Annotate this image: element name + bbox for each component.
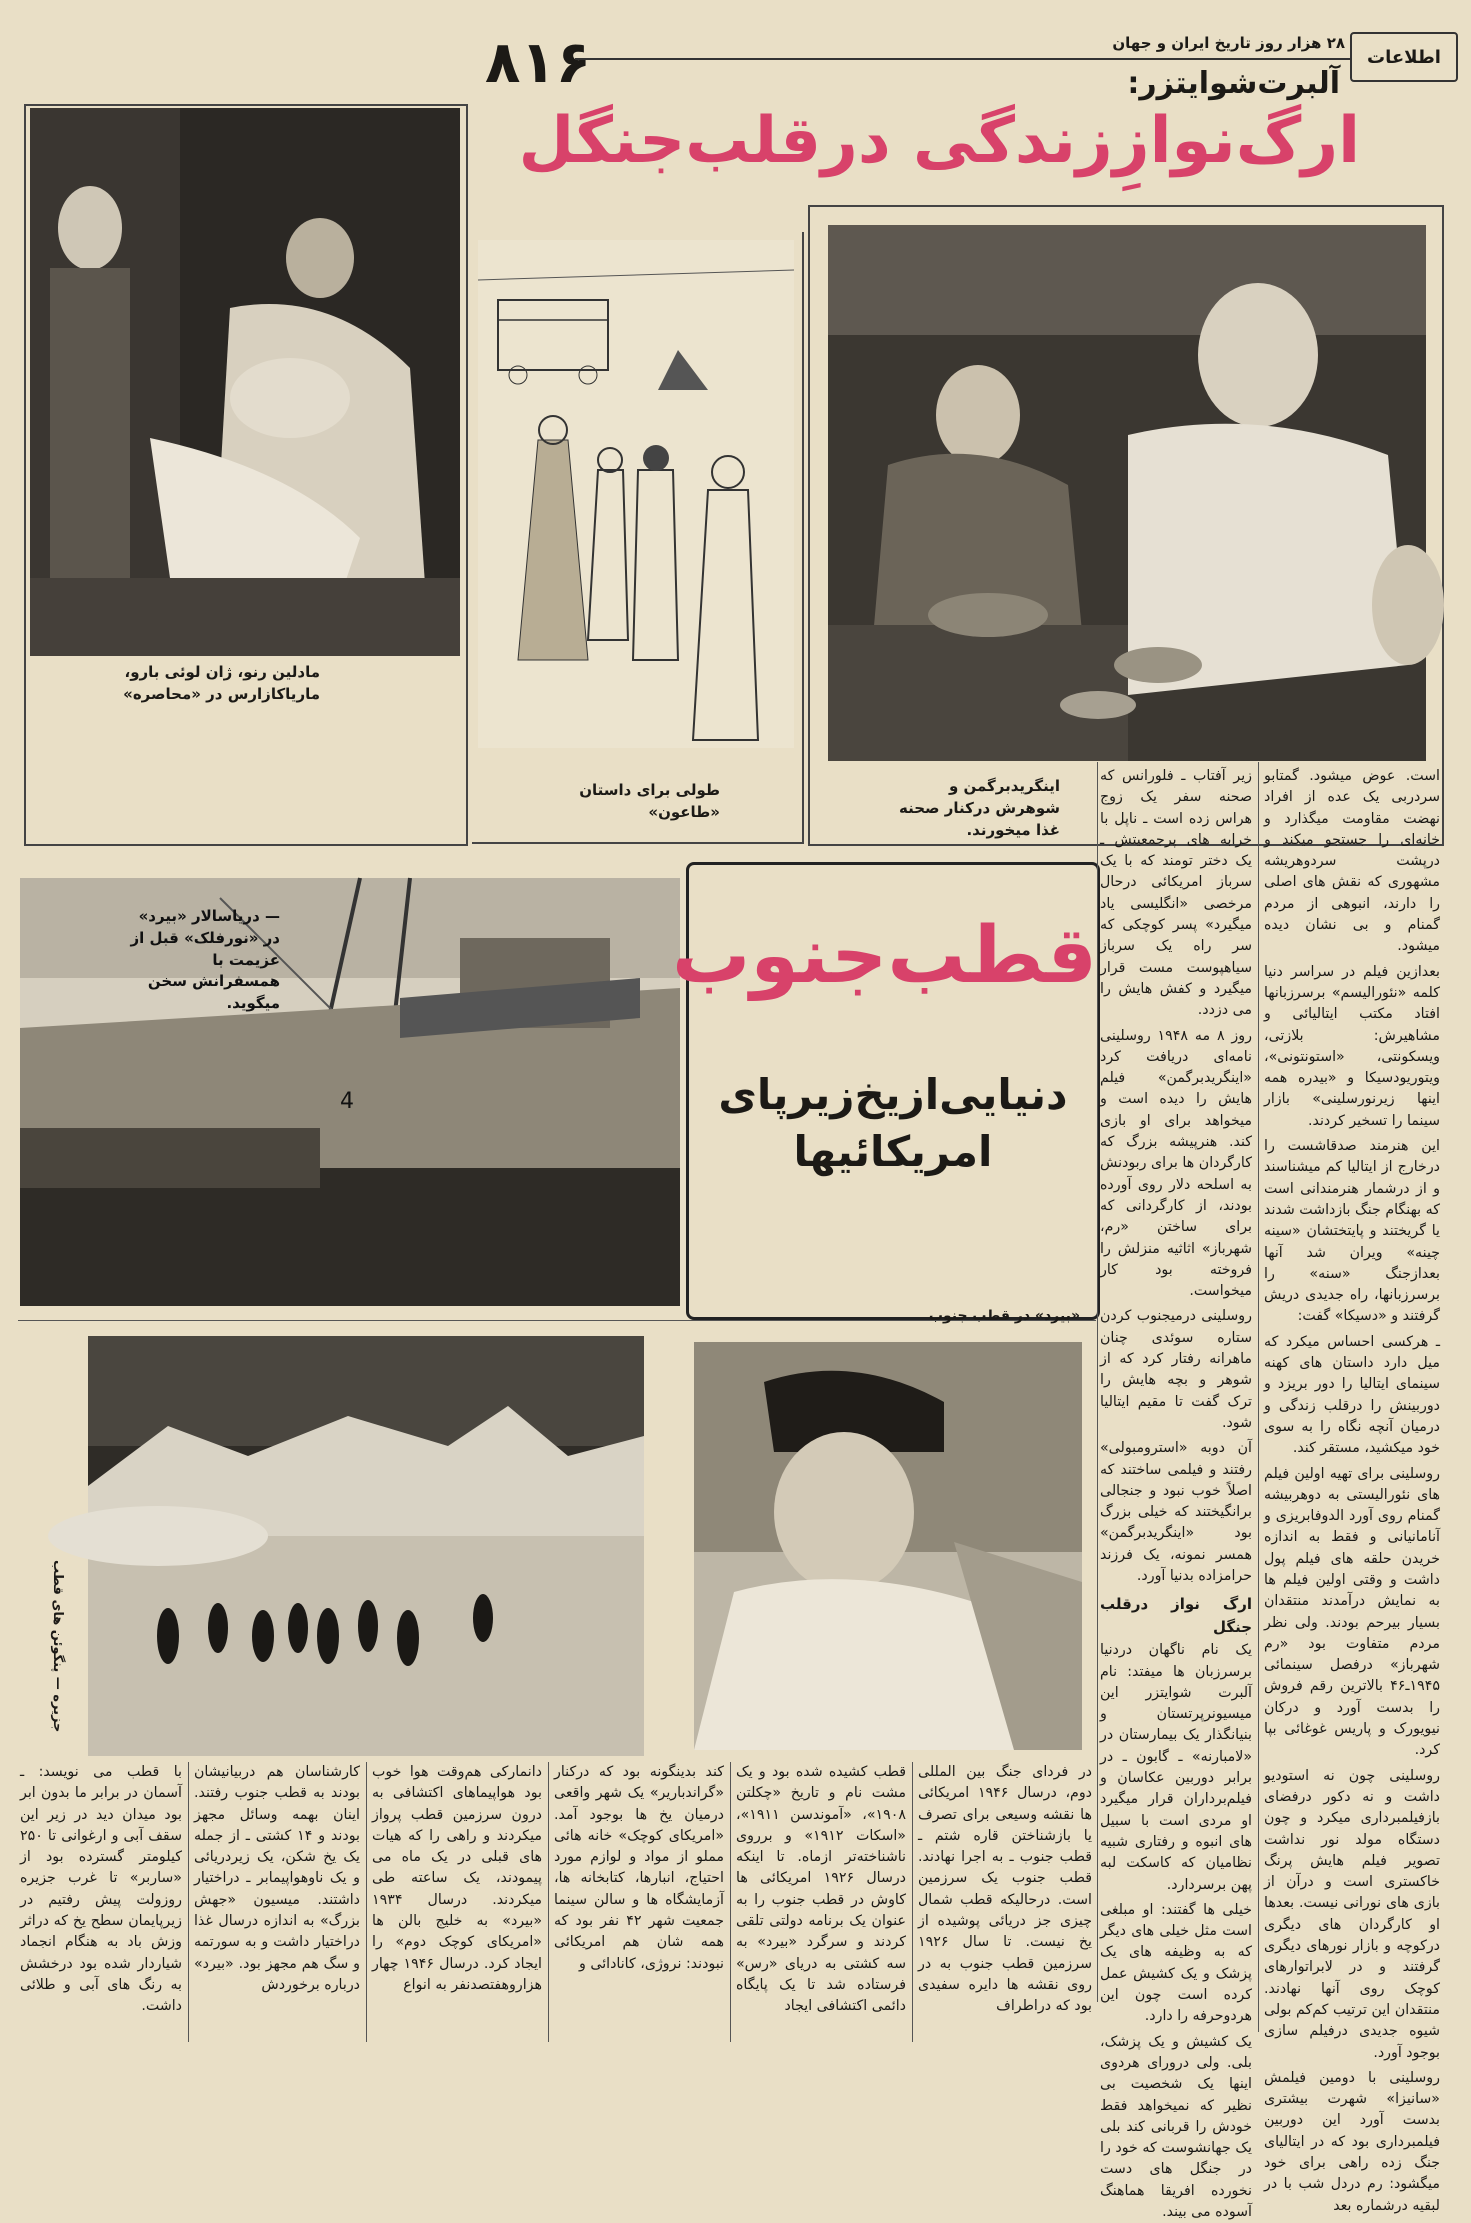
south-pole-title: قطب‌جنوب	[672, 911, 1097, 1001]
text-column-b	[1100, 766, 1252, 2220]
bottom-column-3: کند بدینگونه بود که درکنار «گراندباریر» یک شهر واقعی درمیان یخ ها بوجود آمد. «امریکای کوچک» خانه هائی مملو از مواد و لوازم مورد احتیاج، انبارها، کتابخانه ها، آزمایشگاه ها و سالن سینما جمعیت شهر ۴۲ نفر بود که همه شان هم امریکائی نبودند: نروژی، کانادائی و	[554, 1764, 724, 1972]
series-title: ۲۸ هزار روز تاریخ ایران و جهان	[1112, 34, 1345, 52]
col-a-paragraph: ـ هرکسی احساس میکرد که میل دارد داستان های کهنه سینمای ایتالیا را دور بریزد و دوربینش را درقلب زندگی و درمیان آنچه نگاه را به سوی خود میکشید، مستقر کند.	[1264, 1333, 1440, 1457]
bottom-column-1: در فردای جنگ بین المللی دوم، درسال ۱۹۴۶ امریکائی ها نقشه وسیعی برای تصرف یا بازشناختن قاره شتم ـ قطب جنوب ـ به اجرا نهادند. قطب جنوب یک سرزمین است. درحالیکه قطب شمال چیزی جز دریائی پوشیده از یخ نیست. تا سال ۱۹۲۶ سرزمین قطب جنوب به در روی نقشه ها دایره سفیدی بود که دراطراف	[918, 1764, 1092, 2015]
photo-ship-norfolk	[20, 878, 680, 1306]
caption-penguins: جزیره — پنگوئن های قطب	[50, 1560, 65, 1733]
bottom-column-2: قطب کشیده شده بود و یک مشت نام و تاریخ «چکلتن ۱۹۰۸»، «آموندسن ۱۹۱۱»، «اسکات ۱۹۱۲» و برروی ناشناخته‌تر ازماه. تا اینکه درسال ۱۹۲۶ امریکائی ها کاوش در قطب جنوب را به عنوان یک برنامه دولتی تلقی کردند و سرگرد «بیرد» به سه کشتی به دریای «رس» فرستاده شد تا یک پایگاه دائمی اکتشافی ایجاد	[736, 1764, 907, 2015]
caption-plague: طولی برای داستان «طاعون»	[579, 781, 720, 821]
bottom-column-5: کارشناسان هم دربیانیشان بودند به قطب جنوب رفتند. اینان بهمه وسائل مجهز بودند و ۱۴ کشتی ـ از جمله یک یخ شکن، یک زیردریائی و یک ناوهواپیمابر ـ دراختیار داشتند. میسیون «جهش بزرگ» به اندازه درسال غذا دراختیار داشت و به سورتمه و سگ هم مجهز بود. «بیرد» درباره برخوردش	[194, 1764, 360, 1993]
col-a-paragraph: روسلینی چون نه استودیو داشت و نه دکور درفضای بازفیلمبرداری میکرد و چون دستگاه مولد نور نداشت تصویر فیلم هایش پرنگ خاکستری است و درآن از بازی های نورانی نیست. بعدها او کارگردان های دیگری درکوچه و بازار نورهای دیگری گرفتند و در لابراتوارهای کوچک روی آنها نهادند. منتقدان این ترتیب کم‌کم بولی شیوه جدیدی درفیلم سازی بوجود آورد.	[1264, 1767, 1440, 2061]
south-pole-title-box	[672, 862, 1100, 1320]
col-b-paragraph: یک نام ناگهان دردنیا برسرزبان ها میفتد: نام آلبرت شوایتزر این میسیونرپرتستان و بنیانگذار یک بیمارستان در «لامبارنه» ـ گابون ـ در برابر دوربین عکاسان و فیلم‌برداران قرار میگیرد او مردی است با سبیل های انبوه و رفتاری شبیه نظامیان که کاسکت لبه پهن برسردارد.	[1100, 1642, 1252, 1893]
bottom-rule	[730, 1762, 731, 2042]
col-b-subhead: ارگ نواز درقلب جنگل	[1100, 1595, 1252, 1636]
col-b-paragraph: آن دوبه «استرومبولی» رفتند و فیلمی ساختند که اصلاً خوب نبود و جنجالی برانگیختند که خیلی بزرگ بود «اینگریدبرگمن» همسر نمونه، یک فرزند حرامزاده بدنیا آورد.	[1100, 1440, 1252, 1584]
column-rule-b	[1097, 762, 1098, 2002]
col-b-paragraph: زیر آفتاب ـ فلورانس که صحنه سفر یک زوج هراس زده است ـ ناپل با خرابه های پرجمعیتش ـ یک دختر تومند که با یک سرباز امریکائی درحال مرخصی «انگلیسی یاد میگیرد» پسر کوچکی که سر راه یک سرباز سیاهپوست مست قرار میگیرد و کفش هایش را می دزدد.	[1100, 768, 1252, 1019]
col-b-paragraph: یک کشیش و یک پزشک، بلی. ولی درورای هردوی اینها یک شخصیت بی نظیر که نمیخواهد فقط خودش را قربانی کند بلی یک جهانشوست که خود را در جنگل های دست نخورده افریقا هماهنگ آسوده می بیند.	[1100, 2033, 1252, 2220]
column-rule-a	[1258, 762, 1259, 2032]
col-b-paragraph: خیلی ها گفتند: او مبلغی است مثل خیلی های دیگر که به وظیفه های یک پزشک و یک کشیش عمل کرده است چون این هردوحرفه را دارد.	[1100, 1901, 1252, 2025]
page-number: ۸۱۶	[485, 28, 592, 96]
header-rule	[575, 58, 1350, 60]
col-a-paragraph: است. عوض میشود. گمتابو سردربی یک عده از افراد نهضت مقاومت میگذارد و خانه‌ای را جستجو میکند و درپشت سردوهریشه مشهوری که نقش های اصلی را دارند، انبوهی از مردم گمنام و بی نشان دیده میشود.	[1264, 768, 1440, 955]
caption-siege: مادلین رنو، ژان لوئی بارو، ماریاکازارس در «محاصره»	[123, 663, 320, 703]
article-kicker: آلبرت‌شوایتزر:	[1127, 66, 1340, 101]
photo-siege	[30, 108, 460, 656]
bottom-rule	[188, 1762, 189, 2042]
caption-bergman: اینگریدبرگمن و شوهرش درکنار صحنه غذا میخورند.	[898, 777, 1060, 839]
bottom-rule	[366, 1762, 367, 2042]
bottom-column-4: دانمارکی هم‌وقت هوا خوب بود هواپیماهای اکتشافی به درون سرزمین قطب پرواز میکردند و راهی را که هیات های قبلی در یک ماه می پیمودند، یک ساعته طی میکردند. درسال ۱۹۳۴ «بیرد» به خلیج بالن ها «امریکای کوچک دوم» را ایجاد کرد. درسال ۱۹۴۶ چهار هزاروهفتصدنفر به انواع	[372, 1764, 542, 1993]
svg-text:4: 4	[340, 1089, 354, 1114]
col-a-paragraph: این هنرمند صدقاشست را درخارج از ایتالیا کم میشناسند و از درشمار هنرمندانی است که بهنگام جنگ بازداشت شدند یا گریختند و پایتختشان «سینه چینه» ویران شد آنها بعدازجنگ «سنه» را برسرزبانها، راه جدیدی دریش گرفتند و «دسیکا» گفت:	[1264, 1138, 1440, 1325]
bottom-rule	[912, 1762, 913, 2042]
logo-text: اطلاعات	[1367, 46, 1441, 68]
col-b-paragraph: روز ۸ مه ۱۹۴۸ روسلینی نامه‌ای دریافت کرد «اینگریدبرگمن» فیلم هایش را دیده است و میخواهد برای او بازی کند. هنرپیشه بزرگ که کارگردان ها برای ربودنش به اسلحه دلار روی آورده بودند، از کارگردانی که برای ساختن «رم، شهرباز» اثاثیه منزلش را فروخته بود کار میخواست.	[1100, 1027, 1252, 1300]
caption-byrd: «بیرد» در قطب جنوب	[928, 1308, 1080, 1324]
south-pole-subtitle-1: دنیایی‌ازیخ‌زیرپای	[718, 1070, 1068, 1119]
photo-penguins	[88, 1336, 644, 1756]
col-b-paragraph: روسلینی درمیجنوب کردن ستاره سوئدی چنان ماهرانه رفتار کرد که از شوهر و بچه هایش را ترک گفت تا مقیم ایتالیا شود.	[1100, 1308, 1252, 1431]
col-a-paragraph: روسلینی برای تهیه اولین فیلم های نئورالیستی به دوهربیشه گمنام روی آورد الدوفابریزی و آنامانیانی و فقط به اندازه خریدن حلقه های فیلم پول داشت و وقتی اولین فیلم ها به نمایش درآمدند منتقدان بسیار بیرحم بودند. ولی نظر مردم متفاوت بود «رم شهرباز» درفصل سینمائی ۱۹۴۵ـ۴۶ بالاترین رقم فروش را بدست آورد و درکان نیویورک و پاریس غوغائی بپا کرد.	[1264, 1465, 1440, 1759]
article-title: ارگ‌نوازِزندگی درقلب‌جنگل	[518, 104, 1360, 178]
col-a-paragraph: بعدازین فیلم در سراسر دنیا کلمه «نئورالیسم» برسرزبانها افتاد مکتب ایتالیائی و مشاهیرش: بلازتی، ویسکونتی، «استونتونی»، ویتوریودسیکا و «بیدره همه اینها زیرنورسلینی» بازار سینما را تسخیر کردند.	[1264, 963, 1440, 1129]
text-column-a	[1264, 766, 1440, 2214]
caption-ship: — دریاسالار «بیرد» در «نورفلک» قبل از عزیمت با همسفرانش سخن میگوید.	[130, 907, 280, 1012]
col-a-paragraph: روسلینی با دومین فیلمش «سانیزا» شهرت بیشتری بدست آورد این دوربین فیلمبرداری بود که در ایتالیای جنگ زده راهی برای خود میگشود: رم دردل شب با در لبقیه درشماره بعد	[1264, 2069, 1440, 2214]
bottom-rule	[548, 1762, 549, 2042]
illustration-plague	[478, 240, 794, 748]
photo-bergman	[828, 225, 1426, 761]
photo-byrd-portrait	[694, 1342, 1082, 1750]
bottom-column-6: با قطب می نویسد: ـ آسمان در برابر ما بدون ابر بود میدان دید در زیر این سقف آبی و ارغوانی تا ۲۵۰ کیلومتر گسترده بود از «ساربر» تا غرب جزیره روزولت پیش رفتیم در زیرپایمان سطح یخ که دراثر وزش باد به هنگام انجماد شیاردار شده بود درخشش به رنگ های آبی و طلائی داشت.	[20, 1764, 182, 2015]
newspaper-logo	[1350, 32, 1458, 82]
south-pole-subtitle-2: امریکائیها	[793, 1126, 993, 1176]
